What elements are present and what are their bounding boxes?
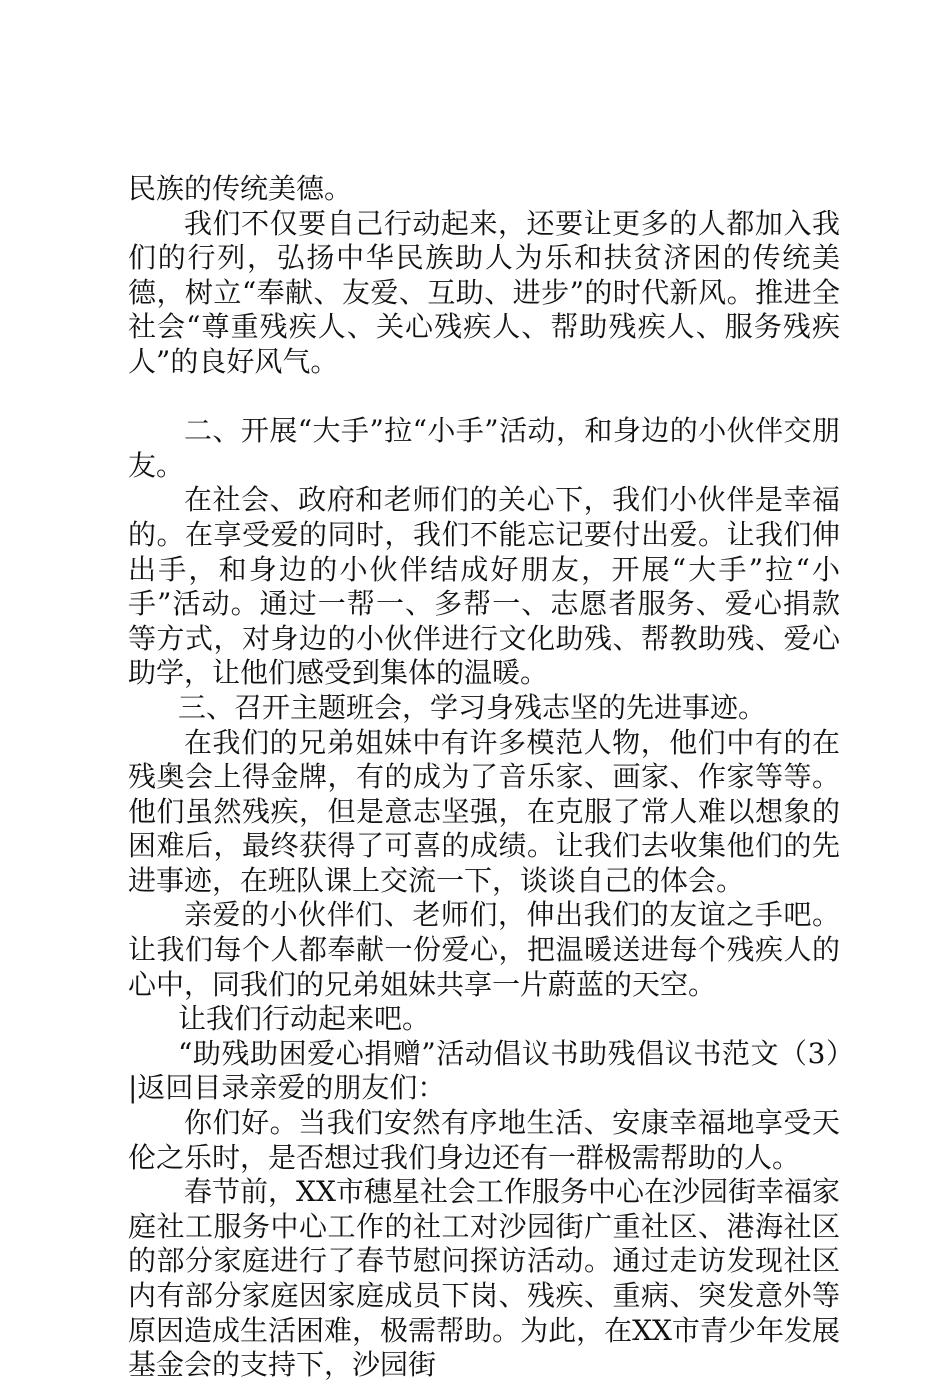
document-body [128,172,840,1383]
document-title-line: “助残助困爱心捐赠”活动倡议书助残倡议书范文（3）|返回目录亲爱的朋友们： [128,1036,840,1105]
section-heading: 二、开展“大手”拉“小手”活动，和身边的小伙伴交朋友。 [128,414,840,482]
paragraph: 让我们行动起来吧。 [178,1002,431,1036]
paragraph: 我们不仅要自己行动起来，还要让更多的人都加入我们的行列，弘扬中华民族助人为乐和扶贫济困的传统美德，树立“奉献、友爱、互助、进步”的时代新风。推进全社会“尊重残疾人、关心残疾人、帮助残疾人、服务残疾人”的良好风气。 [128,206,840,378]
paragraph: 春节前，XX市穗星社会工作服务中心在沙园街幸福家庭社工服务中心工作的社工对沙园街广重社区、港海社区的部分家庭进行了春节慰问探访活动。通过走访发现社区内有部分家庭因家庭成员下岗、残疾、重病、突发意外等原因造成生活困难，极需帮助。为此，在XX市青少年发展基金会的支持下，沙园街 [128,1175,840,1382]
paragraph: 民族的传统美德。 [128,172,353,205]
paragraph: 在我们的兄弟姐妹中有许多模范人物，他们中有的在残奥会上得金牌，有的成为了音乐家、画家、作家等等。他们虽然残疾，但是意志坚强，在克服了常人难以想象的困难后，最终获得了可喜的成绩。让我们去收集他们的先进事迹，在班队课上交流一下，谈谈自己的体会。 [128,725,840,897]
section-heading: 三、召开主题班会，学习身残志坚的先进事迹。 [178,690,767,724]
paragraph-spacer [128,380,840,415]
paragraph: 你们好。当我们安然有序地生活、安康幸福地享受天伦之乐时，是否想过我们身边还有一群极需帮助的人。 [128,1106,840,1174]
paragraph: 在社会、政府和老师们的关心下，我们小伙伴是幸福的。在享受爱的同时，我们不能忘记要付出爱。让我们伸出手，和身边的小伙伴结成好朋友，开展“大手”拉“小手”活动。通过一帮一、多帮一、志愿者服务、爱心捐款等方式，对身边的小伙伴进行文化助残、帮教助残、爱心助学，让他们感受到集体的温暖。 [128,483,840,690]
paragraph: 亲爱的小伙伴们、老师们，伸出我们的友谊之手吧。让我们每个人都奉献一份爱心，把温暖送进每个残疾人的心中，同我们的兄弟姐妹共享一片蔚蓝的天空。 [128,898,840,1001]
